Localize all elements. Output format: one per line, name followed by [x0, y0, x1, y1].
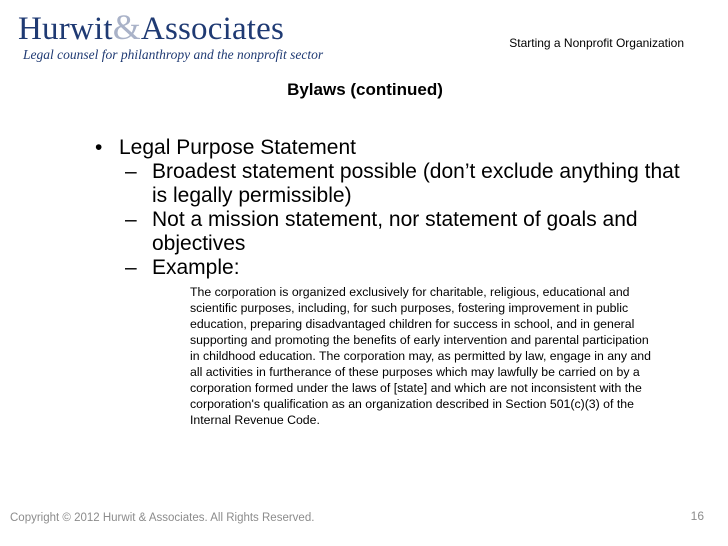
sub-bullet-text: Broadest statement possible (don’t exclude anything that is legally permissible) — [152, 160, 680, 207]
dash-icon: – — [125, 160, 137, 183]
copyright-footer: Copyright © 2012 Hurwit & Associates. All Rights Reserved. — [10, 512, 315, 524]
slide-title: Bylaws (continued) — [287, 80, 443, 99]
sub-bullet-item — [95, 256, 695, 280]
sub-bullet-item — [95, 208, 695, 256]
logo-word-hurwit: Hurwit — [18, 11, 113, 47]
company-logo — [18, 7, 324, 63]
sub-bullet-text: Example: — [152, 256, 240, 279]
logo-ampersand: & — [112, 7, 141, 47]
page-number: 16 — [690, 509, 704, 523]
bullet-dot-icon: • — [95, 136, 103, 159]
section-header: Starting a Nonprofit Organization — [509, 36, 684, 50]
sub-bullet-text: Not a mission statement, nor statement of goals and objectives — [152, 208, 638, 255]
bullet-item — [95, 136, 695, 160]
logo-tagline: Legal counsel for philanthropy and the nonprofit sector — [23, 47, 324, 62]
logo-word-associates: Associates — [140, 11, 285, 47]
bullet-text: Legal Purpose Statement — [119, 136, 356, 159]
slide-content — [95, 136, 695, 428]
logo-wordmark — [18, 7, 323, 47]
dash-icon: – — [125, 208, 137, 231]
example-purpose-statement: The corporation is organized exclusively for charitable, religious, educational and scientific purposes, including, for such purposes, fostering improvement in public education, preparing disadvantaged children for success in school, and in general supporting and promoting the benefits of early intervention and parental participation in childhood education. The corporation may, as permitted by law, engage in any and all activities in furtherance of these purposes which may lawfully be carried on by a corporation formed under the laws of [state] and which are not inconsistent with the corporation's qualification as an organization described in Section 501(c)(3) of the Internal Revenue Code. — [190, 285, 651, 427]
dash-icon: – — [125, 256, 137, 279]
sub-bullet-item — [95, 160, 695, 208]
